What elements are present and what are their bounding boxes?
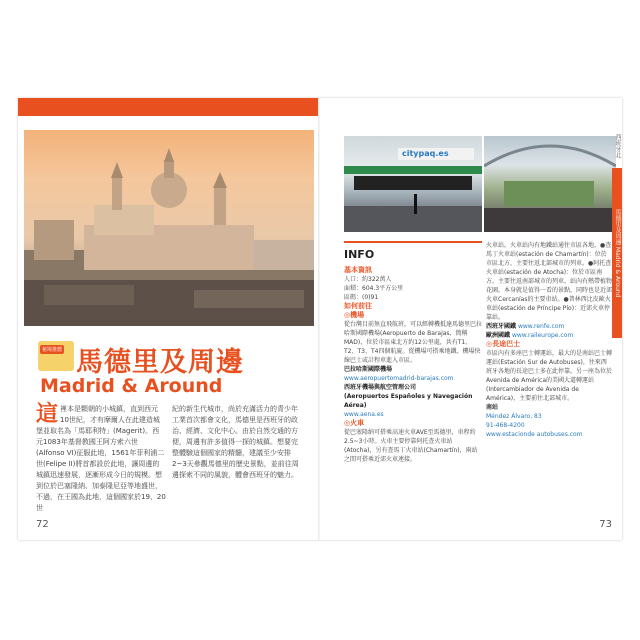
page-number-right: 73 [599,519,612,530]
info-divider [344,241,482,243]
aena-full-name: (Aeropuertos Españoles y Navegación Aérea) [344,393,473,409]
station-photo [344,136,482,232]
howto-heading: 如何前往 [344,302,372,310]
chapter-title-en: Madrid & Around [40,375,223,397]
airport-site-label: 巴拉哈斯國際機場 [344,366,393,373]
chapter-title-cn: 馬德里及周邊 [76,347,244,378]
intro-text-2: 紀的新生代城市，尚於充滿活力的青少年工業首次都會文化，馬德里是西班牙的政治、經濟、文化中心。由於自然交通的方便，周邊有許多值得一探的城鎮。想要完整體驗這個國家的精髓，建議至少安排2~3天參觀馬德里的歷史景點，並前往周邊探索不同的風貌，體會西班牙的魅力。 [172,405,299,479]
info-title: INFO [344,248,375,261]
side-tab-chapter: 馬德里及周邊 Madrid & Around [612,168,622,338]
map-pin-badge [38,341,74,371]
airport-url[interactable]: www.aeropuertomadrid-barajas.com [344,375,454,382]
book-spread [18,98,622,540]
airport-heading: ◎機場 [344,311,365,319]
orange-header-bar [18,98,320,116]
info-column-2 [486,241,612,439]
right-page [320,98,622,540]
side-index-tab [612,134,622,334]
basic-line: 面積：604.3平方公里 [344,285,404,292]
royal-palace-photo [24,130,314,326]
stations-text: 火車站。火車站內有地鐵站通往市區各地。●查馬丁火車站(estación de Chamartín)：位於市區北方，主要往返北部城市的列車。●阿托查火車站(estación de Atocha)：位於市區南方，主要往返南部城市的列車，站內有熱帶植物花園，本身就是值得一看的景點，同時也是近郊火車Cercanías的主要車站。●普林西比皮歐火車站(estación de Príncipe Pío)：近郊火車停靠站。 [486,242,613,321]
aena-url[interactable]: www.aena.es [344,411,384,418]
bus-address: Méndez Álvaro, 83 [486,413,542,420]
renfe-url[interactable]: www.renfe.com [517,323,565,330]
bus-url[interactable]: www.estacionde autobuses.com [486,431,583,438]
intro-column-2 [172,404,302,481]
basic-info-heading: 基本資訊 [344,266,372,274]
raileurope-url[interactable]: www.raileurope.com [511,332,574,339]
basic-line: 人口：約322萬人 [344,276,392,283]
bus-station-label: 南站 [486,404,499,411]
bus-text: 市區內有多座巴士轉運站，最大的是南站巴士轉運站(Estación Sur de Autobuses)，往來西班牙各地的長途巴士多在此停靠。另一座為位於Avenida de América的美國大道轉運站(Intercambiador de Avenida de América)，主要前往北部城市。 [486,350,613,402]
raileurope-label: 歐洲國鐵 [486,332,511,339]
bus-heading: ◎長途巴士 [486,340,521,348]
bus-phone: 91-468-4200 [486,422,525,429]
page-number-left: 72 [36,519,49,530]
basic-line: 區碼：(0)91 [344,294,379,301]
airport-text: 從台灣目前無直飛航班，可以經轉機抵達馬德里巴拉哈斯國際機場(Aeropuerto de Barajas，簡稱MAD)，位於市區東北方約12公里處，共有T1、T2、T3、T4四個航廈。從機場可搭乘地鐵、機場快線巴士或計程車進入市區。 [344,321,483,364]
atocha-garden-photo [484,136,616,232]
train-heading: ◎火車 [344,419,365,427]
renfe-label: 西班牙國鐵 [486,323,517,330]
info-column [344,266,482,464]
intro-column-1 [36,404,166,514]
intro-text-1: 裡本是顆朝的小城鎮，直到西元10世紀，才有摩爾人在此建造城堡並取名為「馬耶利特」(Magerit)。西元1083年基督教國王阿方索六世(Alfonso VI)征服此地，1561年菲利浦二世(Felipe II)將首都設於此地，讓周邊的城鎮迅速發展，逐漸形成今日的規模。想到位於巴塞隆納、加泰隆尼亞等地盛世，不過，在王國為此地，這個國家於19、20世 [36,405,166,512]
badge-label: 秘境推薦 [42,347,63,353]
left-page [18,98,320,540]
train-text: 從巴塞隆納可搭乘高速火車AVE至馬德里，車程約2.5~3小時。火車主要停靠阿托查火車站(Atocha)，另有查馬丁火車站(Chamartín)，兩站之間可搭乘近郊火車連接。 [344,429,478,463]
side-tab-region: 西班牙北 [614,134,621,158]
aena-label: 西班牙機場與航空管理公司 [344,384,417,391]
dropcap: 這 [36,402,59,427]
station-advert: citypaq.es [398,148,474,160]
